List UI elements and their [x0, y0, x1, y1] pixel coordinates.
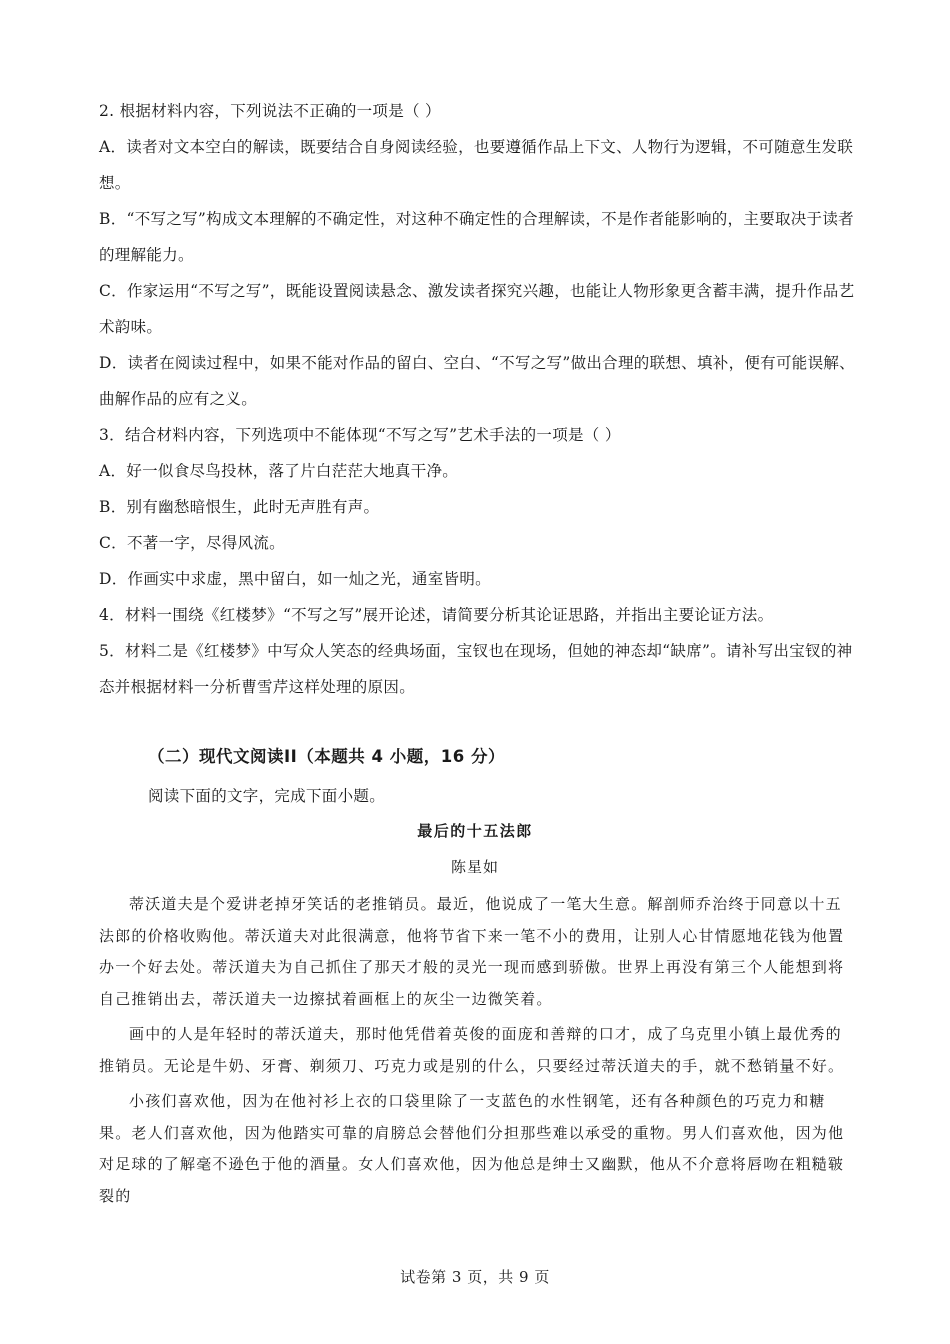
section-heading: （二）现代文阅读II（本题共 4 小题，16 分）	[148, 747, 505, 766]
question-2-option-c: C．作家运用“不写之写”，既能设置阅读悬念、激发读者探究兴趣，也能让人物形象更含蓄丰满，提升作品艺术韵味。	[99, 282, 855, 336]
question-2-option-d: D．读者在阅读过程中，如果不能对作品的留白、空白、“不写之写”做出合理的联想、填补，便有可能误解、曲解作品的应有之义。	[99, 354, 855, 408]
question-3-option-b: B．别有幽愁暗恨生，此时无声胜有声。	[99, 498, 380, 516]
question-3-option-d: D．作画实中求虚，黑中留白，如一灿之光，通室皆明。	[99, 570, 491, 588]
story-paragraph: 小孩们喜欢他，因为在他衬衫上衣的口袋里除了一支蓝色的水性钢笔，还有各种颜色的巧克力和糖果。老人们喜欢他，因为他踏实可靠的肩膀总会替他们分担那些难以承受的重物。男人们喜欢他，因为他对足球的了解毫不逊色于他的酒量。女人们喜欢他，因为他总是绅士又幽默，他从不介意将唇吻在粗糙皲裂的	[99, 1092, 845, 1205]
story-title: 最后的十五法郎	[417, 822, 533, 840]
question-3-option-a: A．好一似食尽鸟投林，落了片白茫茫大地真干净。	[99, 462, 459, 480]
story-body	[99, 889, 855, 1216]
questions-section	[99, 93, 855, 705]
question-2-option-b: B．“不写之写”构成文本理解的不确定性，对这种不确定性的合理解读，不是作者能影响的，主要取决于读者的理解能力。	[99, 210, 854, 264]
question-2-option-a: A．读者对文本空白的解读，既要结合自身阅读经验，也要遵循作品上下文、人物行为逻辑，不可随意生发联想。	[99, 138, 854, 192]
question-3-option-c: C．不著一字，尽得风流。	[99, 534, 285, 552]
story-author: 陈星如	[450, 858, 499, 876]
question-5: 5．材料二是《红楼梦》中写众人笑态的经典场面，宝钗也在现场，但她的神态却“缺席”。请补写出宝钗的神态并根据材料一分析曹雪芹这样处理的原因。	[99, 642, 853, 696]
section-instruction: 阅读下面的文字，完成下面小题。	[148, 787, 386, 805]
question-2-stem: 2. 根据材料内容，下列说法不正确的一项是（ ）	[99, 102, 441, 120]
story-paragraph: 画中的人是年轻时的蒂沃道夫，那时他凭借着英俊的面庞和善辩的口才，成了乌克里小镇上最优秀的推销员。无论是牛奶、牙膏、剃须刀、巧克力或是别的什么，只要经过蒂沃道夫的手，就不愁销量不好。	[99, 1025, 845, 1075]
story-paragraph: 蒂沃道夫是个爱讲老掉牙笑话的老推销员。最近，他说成了一笔大生意。解剖师乔治终于同意以十五法郎的价格收购他。蒂沃道夫对此很满意，他将节省下来一笔不小的费用，让别人心甘情愿地花钱为他置办一个好去处。蒂沃道夫为自己抓住了那天才般的灵光一现而感到骄傲。世界上再没有第三个人能想到将自己推销出去，蒂沃道夫一边擦拭着画框上的灰尘一边微笑着。	[99, 895, 845, 1008]
question-4: 4．材料一围绕《红楼梦》“不写之写”展开论述，请简要分析其论证思路，并指出主要论证方法。	[99, 606, 774, 624]
page-footer: 试卷第 3 页，共 9 页	[400, 1268, 550, 1286]
question-3-stem: 3．结合材料内容，下列选项中不能体现“不写之写”艺术手法的一项是（ ）	[99, 426, 621, 444]
